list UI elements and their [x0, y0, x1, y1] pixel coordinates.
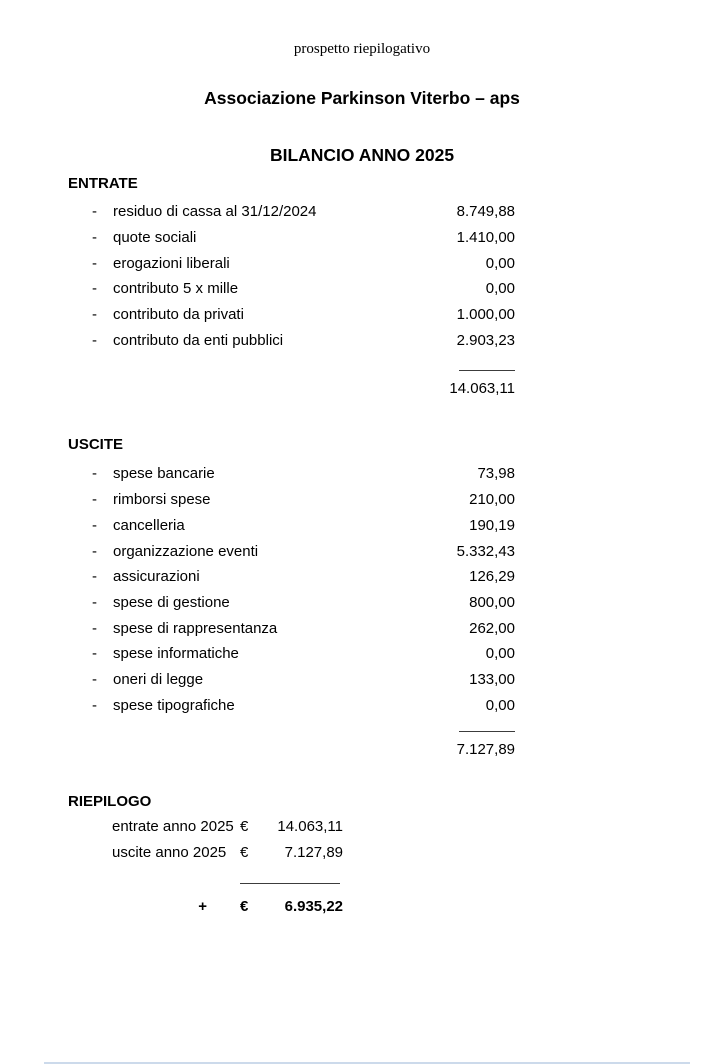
- entrate-row: [92, 225, 515, 251]
- entrate-total-value: 14.063,11: [449, 380, 515, 398]
- uscite-item-label: organizzazione eventi: [113, 542, 259, 560]
- uscite-item-value: 0,00: [485, 645, 515, 663]
- uscite-item-label: cancelleria: [113, 516, 185, 534]
- entrate-row: [92, 199, 515, 225]
- uscite-item-value: 0,00: [485, 696, 515, 714]
- bullet-dash: -: [92, 670, 97, 688]
- entrate-item-label: contributo 5 x mille: [113, 280, 239, 298]
- uscite-item-value: 800,00: [469, 593, 515, 611]
- entrate-item-label: contributo da privati: [113, 306, 244, 324]
- bullet-dash: -: [92, 696, 97, 714]
- uscite-item-label: spese informatiche: [113, 645, 239, 663]
- entrate-item-value: 2.903,23: [456, 331, 515, 349]
- riepilogo-row: [112, 839, 724, 865]
- riepilogo-total-value: 6.935,22: [284, 897, 343, 915]
- riepilogo-total-row: [112, 893, 724, 919]
- riepilogo-row: [112, 813, 724, 839]
- bullet-dash: -: [92, 229, 97, 247]
- uscite-item-label: assicurazioni: [113, 568, 200, 586]
- document-title: BILANCIO ANNO 2025: [269, 145, 455, 165]
- uscite-total-rule: [459, 731, 515, 732]
- riepilogo-row-value: 7.127,89: [284, 843, 343, 861]
- entrate-total-block: [92, 370, 515, 398]
- uscite-row: [92, 641, 515, 667]
- uscite-row: [92, 692, 515, 718]
- plus-sign: +: [198, 897, 207, 915]
- bullet-dash: -: [92, 254, 97, 272]
- bullet-dash: -: [92, 645, 97, 663]
- euro-sign: €: [240, 817, 249, 835]
- entrate-heading: ENTRATE: [68, 175, 138, 192]
- uscite-item-label: oneri di legge: [113, 670, 204, 688]
- document-note: prospetto riepilogativo: [293, 41, 431, 57]
- uscite-row: [92, 487, 515, 513]
- bullet-dash: -: [92, 516, 97, 534]
- bullet-dash: -: [92, 593, 97, 611]
- entrate-total-rule: [459, 370, 515, 371]
- entrate-item-value: 0,00: [485, 280, 515, 298]
- uscite-item-value: 190,19: [469, 516, 515, 534]
- entrate-item-value: 1.000,00: [456, 306, 515, 324]
- bullet-dash: -: [92, 306, 97, 324]
- entrate-row: [92, 327, 515, 353]
- organization-title: Associazione Parkinson Viterbo – aps: [204, 88, 520, 108]
- uscite-item-label: spese di gestione: [113, 593, 230, 611]
- bullet-dash: -: [92, 568, 97, 586]
- entrate-item-value: 8.749,88: [456, 203, 515, 221]
- uscite-row: [92, 564, 515, 590]
- uscite-row: [92, 667, 515, 693]
- bullet-dash: -: [92, 542, 97, 560]
- entrate-item-label: contributo da enti pubblici: [113, 331, 284, 349]
- riepilogo-table: [112, 813, 724, 919]
- uscite-item-value: 73,98: [477, 465, 515, 483]
- riepilogo-row-label: uscite anno 2025: [112, 843, 227, 861]
- uscite-total-value: 7.127,89: [456, 741, 515, 758]
- bullet-dash: -: [92, 619, 97, 637]
- entrate-item-value: 1.410,00: [456, 229, 515, 247]
- uscite-row: [92, 513, 515, 539]
- uscite-item-label: spese bancarie: [113, 465, 215, 483]
- uscite-row: [92, 461, 515, 487]
- riepilogo-heading: RIEPILOGO: [68, 793, 152, 810]
- uscite-item-value: 210,00: [469, 491, 515, 509]
- uscite-row: [92, 538, 515, 564]
- uscite-list: [92, 461, 515, 718]
- entrate-row: [92, 276, 515, 302]
- uscite-item-value: 133,00: [469, 670, 515, 688]
- euro-sign: €: [240, 897, 249, 915]
- uscite-item-label: spese tipografiche: [113, 696, 235, 714]
- entrate-list: [92, 199, 515, 353]
- uscite-item-label: rimborsi spese: [113, 491, 211, 509]
- entrate-item-label: erogazioni liberali: [113, 254, 230, 272]
- bullet-dash: -: [92, 203, 97, 221]
- bullet-dash: -: [92, 280, 97, 298]
- bullet-dash: -: [92, 491, 97, 509]
- entrate-item-label: residuo di cassa al 31/12/2024: [113, 203, 317, 221]
- entrate-item-value: 0,00: [485, 254, 515, 272]
- uscite-row: [92, 615, 515, 641]
- uscite-item-value: 126,29: [469, 568, 515, 586]
- uscite-row: [92, 590, 515, 616]
- euro-sign: €: [240, 843, 249, 861]
- document-page: [0, 40, 724, 1064]
- uscite-heading: USCITE: [68, 436, 124, 454]
- uscite-total-block: [92, 731, 515, 759]
- riepilogo-total-rule: [240, 883, 340, 884]
- entrate-item-label: quote sociali: [113, 229, 197, 247]
- riepilogo-row-label: entrate anno 2025: [112, 817, 234, 835]
- uscite-item-label: spese di rappresentanza: [113, 619, 278, 637]
- bullet-dash: -: [92, 465, 97, 483]
- bullet-dash: -: [92, 331, 97, 349]
- entrate-row: [92, 250, 515, 276]
- uscite-item-value: 262,00: [469, 619, 515, 637]
- riepilogo-row-value: 14.063,11: [277, 817, 343, 835]
- uscite-item-value: 5.332,43: [456, 542, 515, 560]
- entrate-row: [92, 302, 515, 328]
